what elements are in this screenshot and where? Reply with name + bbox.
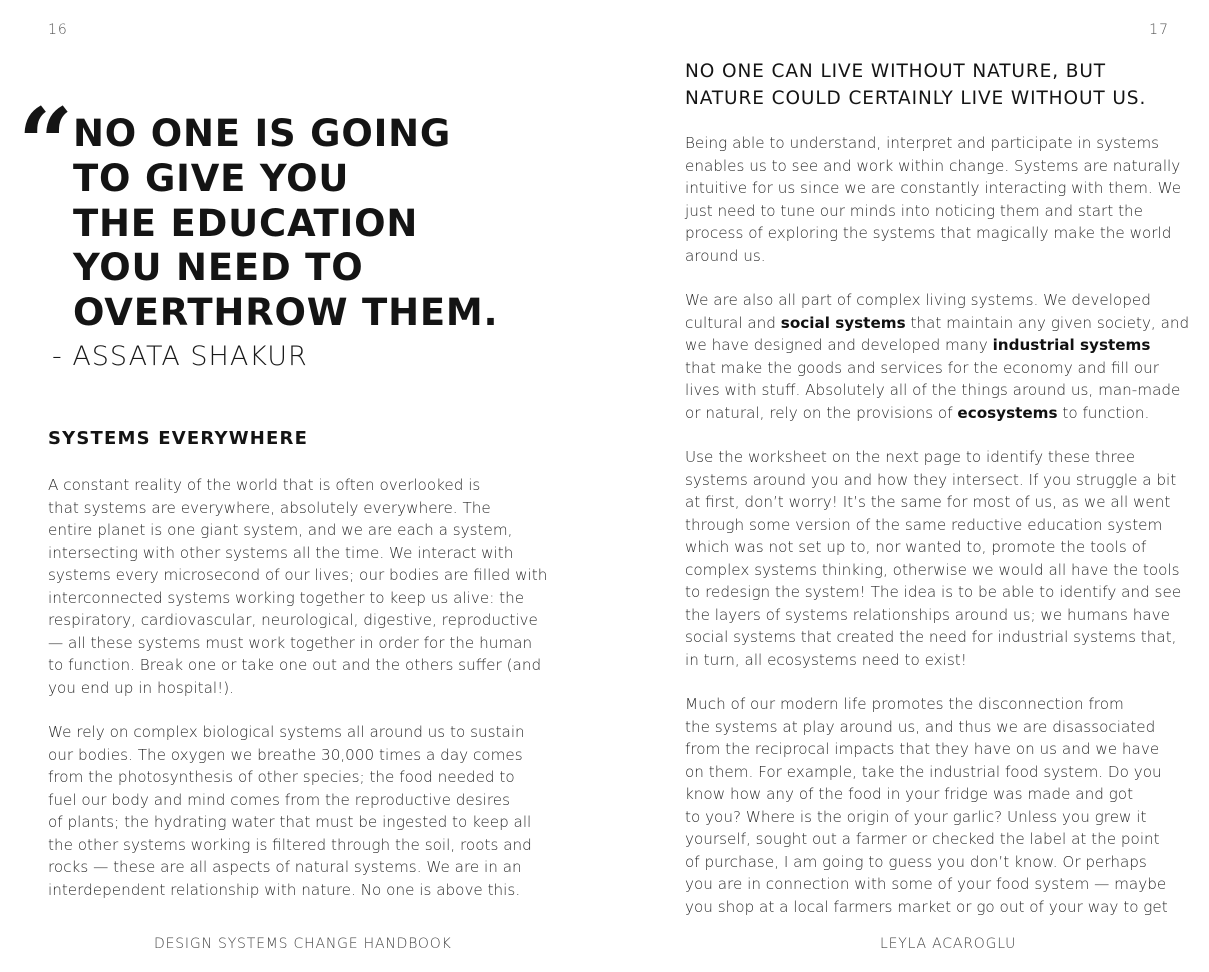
text-line: Use the worksheet on the next page to identify these three xyxy=(685,448,1136,466)
text-line: the layers of systems relationships around us; we humans have xyxy=(685,605,1171,624)
page-number-right: 17 xyxy=(1149,22,1169,38)
quote-line: YOU NEED TO xyxy=(73,246,364,290)
emphasis-ecosystems: ecosystems xyxy=(957,403,1058,422)
text-line: through some version of the same reductive education system xyxy=(685,515,1163,534)
text-line: our bodies. The oxygen we breathe 30,000 times a day comes xyxy=(48,745,523,764)
text-line: that systems are everywhere, absolutely everywhere. The xyxy=(48,498,491,517)
text-line: yourself, sought out a farmer or checked the label at the point xyxy=(685,830,1160,848)
text-run: to function. xyxy=(1057,403,1150,422)
text-line: to you? Where is the origin of your garlic? Unless you grew it xyxy=(685,807,1147,826)
text-line: We are also all part of complex living systems. We developed xyxy=(685,291,1151,309)
text-line: rocks — these are all aspects of natural systems. We are in an xyxy=(48,858,522,876)
text-line: intuitive for us since we are constantly interacting with them. We xyxy=(685,179,1182,197)
emphasis-social-systems: social systems xyxy=(780,313,906,332)
quote-line: TO GIVE YOU xyxy=(73,156,350,200)
text-line: from the photosynthesis of other species; the food needed to xyxy=(48,768,515,786)
text-run: that maintain any given society, and xyxy=(905,313,1190,332)
quote-mark-icon: “ xyxy=(18,87,74,200)
quote-attribution: - ASSATA SHAKUR xyxy=(52,341,308,372)
text-line: to redesign the system! The idea is to be able to identify and see xyxy=(685,583,1182,601)
text-line: systems every microsecond of our lives; our bodies are filled with xyxy=(48,566,548,584)
footer-handbook-title: DESIGN SYSTEMS CHANGE HANDBOOK xyxy=(154,936,452,952)
text-line: interconnected systems working together to keep us alive: the xyxy=(48,588,525,607)
text-line xyxy=(685,312,1189,335)
heading-line: NATURE COULD CERTAINLY LIVE WITHOUT US. xyxy=(685,88,1147,109)
text-line: of purchase, I am going to guess you don’t know. Or perhaps xyxy=(685,852,1147,871)
text-line: around us. xyxy=(685,246,766,265)
body-paragraph xyxy=(48,474,547,699)
quote-line: THE EDUCATION xyxy=(73,201,419,245)
text-line: fuel our body and mind comes from the reproductive desires xyxy=(48,790,511,809)
text-line: which was not set up to, nor wanted to, promote the tools of xyxy=(685,538,1147,556)
page-number-left: 16 xyxy=(48,22,68,38)
text-line: interdependent relationship with nature. No one is above this. xyxy=(48,880,521,899)
text-line: to function. Break one or take one out and the others suffer (and xyxy=(48,656,542,674)
text-line: you end up in hospital!). xyxy=(48,678,234,697)
text-line: at first, don’t worry! It’s the same for most of us, as we all went xyxy=(685,493,1171,511)
section-title: SYSTEMS EVERYWHERE xyxy=(48,428,309,449)
text-line: A constant reality of the world that is often overlooked is xyxy=(48,476,481,494)
text-line: that make the goods and services for the economy and fill our xyxy=(685,358,1159,377)
text-run: we have designed and developed many xyxy=(685,336,993,354)
text-line: We rely on complex biological systems all around us to sustain xyxy=(48,723,525,741)
text-line: on them. For example, take the industrial food system. Do you xyxy=(685,762,1162,781)
text-line: — all these systems must work together in order for the human xyxy=(48,633,533,652)
text-line: in turn, all ecosystems need to exist! xyxy=(685,650,967,669)
text-line: of plants; the hydrating water that must be ingested to keep all xyxy=(48,813,532,831)
body-paragraph xyxy=(685,446,1181,671)
text-run: cultural and xyxy=(685,313,781,332)
text-line: just need to tune our minds into noticing them and start the xyxy=(685,201,1144,220)
body-paragraph xyxy=(48,721,532,901)
text-line: lives with stuff. Absolutely all of the things around us, man-made xyxy=(685,381,1181,399)
text-line: know how any of the food in your fridge was made and got xyxy=(685,785,1134,803)
text-line xyxy=(685,334,1189,357)
text-line: intersecting with other systems all the time. We interact with xyxy=(48,543,514,562)
text-line xyxy=(685,402,1189,425)
text-line: social systems that created the need for industrial systems that, xyxy=(685,628,1177,646)
heading-line: NO ONE CAN LIVE WITHOUT NATURE, BUT xyxy=(685,61,1107,82)
text-run: or natural, rely on the provisions of xyxy=(685,403,958,422)
pull-quote xyxy=(73,112,498,336)
text-line: you shop at a local farmers market or go out of your way to get xyxy=(685,897,1168,916)
text-line: respiratory, cardiovascular, neurological, digestive, reproductive xyxy=(48,611,538,629)
text-line: you are in connection with some of your food system — maybe xyxy=(685,875,1167,893)
text-line: the other systems working is filtered through the soil, roots and xyxy=(48,835,532,854)
quote-line: NO ONE IS GOING xyxy=(73,112,452,155)
text-line: from the reciprocal impacts that they have on us and we have xyxy=(685,740,1160,758)
body-paragraph xyxy=(685,289,1189,424)
text-line: systems around you and how they intersect. If you struggle a bit xyxy=(685,470,1177,489)
emphasis-industrial-systems: industrial systems xyxy=(992,336,1151,354)
text-line: entire planet is one giant system, and we are each a system, xyxy=(48,521,513,539)
body-paragraph xyxy=(685,693,1168,918)
text-line: complex systems thinking, otherwise we would all have the tools xyxy=(685,560,1180,579)
quote-line: OVERTHROW THEM. xyxy=(73,291,499,335)
footer-author: LEYLA ACAROGLU xyxy=(880,936,1017,952)
text-line: the systems at play around us, and thus we are disassociated xyxy=(685,717,1156,736)
text-line: enables us to see and work within change. Systems are naturally xyxy=(685,156,1181,175)
text-line: process of exploring the systems that magically make the world xyxy=(685,224,1172,242)
body-paragraph xyxy=(685,132,1181,267)
page-heading xyxy=(685,58,1146,112)
text-line: Much of our modern life promotes the disconnection from xyxy=(685,695,1124,713)
text-line: Being able to understand, interpret and participate in systems xyxy=(685,134,1160,152)
